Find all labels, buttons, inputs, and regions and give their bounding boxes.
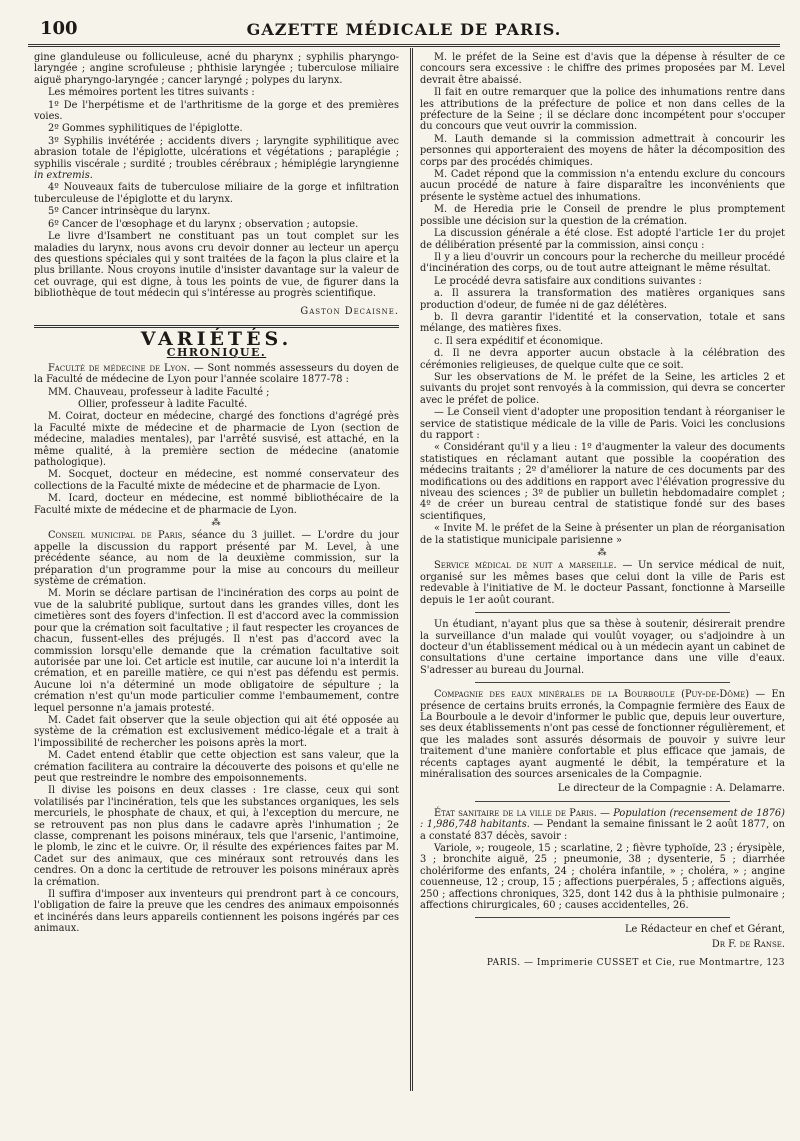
coirat-item: M. Coirat, docteur en médecine, chargé des fonctions d'agrégé près la Faculté mixte de médecine et de pharmacie de Lyon (section de médecine, maladies mentales), par l'arrêté susvisé, est attaché, en la même qualité, à la première section de médecine (anatomie pathologique). — [34, 411, 399, 468]
condition-b: b. Il devra garantir l'identité et la conservation, totale et sans mélange, des matières fixes. — [420, 311, 785, 335]
journal-title: GAZETTE MÉDICALE DE PARIS. — [246, 20, 562, 39]
conditions-lead: Le procédé devra satisfaire aux conditions suivantes : — [434, 275, 702, 287]
memoire-item-6: 6º Cancer de l'œsophage et du larynx ; observation ; autopsie. — [48, 218, 359, 230]
assesseur-1: MM. Chauveau, professeur à ladite Faculté ; — [48, 386, 270, 398]
divider — [475, 612, 731, 613]
cadet-item-1: M. Cadet fait observer que la seule objection qui ait été opposée au système de la crémation est exclusivement médico-légale et a trait à l'impossibilité de rechercher les poisons après la mort. — [34, 714, 399, 749]
discussion-close-item: La discussion générale a été close. Est adopté l'article 1er du projet de délibération présenté par la commission, ainsi conçu : — [420, 228, 785, 251]
in-extremis: in extremis. — [34, 170, 93, 182]
bourboule-directeur: Le directeur de la Compagnie : A. Delamarre. — [557, 783, 785, 795]
review-conclusion: Le livre d'Isambert ne constituant pas un tout complet sur les maladies du larynx, nous avons cru devoir donner au lecteur un aperçu des questions spéciales qui y sont traitées de la façon la plus claire et la plus brillante. Nous croyons inutile d'insister davantage sur la valeur de cet ouvrage, qui est digne, à tous les points de vue, de figurer dans la bibliothèque de tout médecin qui s'intéresse au progrès scientifique. — [34, 231, 399, 300]
invite-item: « Invite M. le préfet de la Seine à présenter un plan de réorganisation de la statistique municipale parisienne » — [420, 523, 785, 546]
considerant-item: « Considérant qu'il y a lieu : 1º d'augmenter la valeur des documents statistiques en réclamant autant que possible la coopération des médecins traitants ; 2º d'améliorer la nature de ces documents par des modifications ou des additions en rapport avec l'élévation progressive du niveau des sciences ; 3º de publier un bulletin hebdomadaire complet ; 4º de créer un bureau central de statistique fondé sur des bases scientifiques, — [420, 442, 785, 522]
articles-renvoyes-item: Sur les observations de M. le préfet de la Seine, les articles 2 et suivants du projet sont renvoyés à la commission, qui devra se concerter avec le préfet de police. — [420, 371, 785, 406]
socquet-item: M. Socquet, docteur en médecine, est nommé conservateur des collections de la Faculté mixte de médecine et de pharmacie de Lyon. — [34, 469, 399, 492]
page-number: 100 — [40, 18, 78, 39]
cadet-reply-item: M. Cadet répond que la commission n'a entendu exclure du concours aucun procédé de nature à faire disparaître les inconvénients que présente le système actuel des inhumations. — [420, 169, 785, 203]
statistique-item: — Le Conseil vient d'adopter une proposition tendant à réorganiser le service de statistique médicale de la ville de Paris. Voici les conclusions du rapport : — [420, 407, 785, 441]
divider — [475, 801, 731, 802]
prefet-police-item: Il fait en outre remarquer que la police des inhumations rentre dans les attributions de la préfecture de police et non dans celles de la préfecture de la Seine ; il se déclare donc incompétent pour s'occuper du concours que veut ouvrir la commission. — [420, 87, 785, 133]
redacteur-title: Le Rédacteur en chef et Gérant, — [625, 924, 785, 936]
prefet-item: M. le préfet de la Seine est d'avis que la dépense à résulter de ce concours sera excessive : le chiffre des primes proposées par M. Level devrait être abaissé. — [420, 52, 785, 86]
left-column — [34, 52, 399, 936]
imprint-line: PARIS. — Imprimerie CUSSET et Cie, rue Montmartre, 123 — [486, 958, 785, 969]
divider — [475, 682, 731, 683]
memoire-item-3: 3º Syphilis invétérée ; accidents divers ; laryngite syphilitique avec abrasion totale de l'épiglotte, ulcérations et végétations ; paraplégie ; syphilis viscérale ; surdité ; troubles cérébraux ; hémiplégie laryngienne in extremis. — [34, 135, 399, 182]
causes-deces: Variole, »; rougeole, 15 ; scarlatine, 2 ; fièvre typhoïde, 23 ; érysipèle, 3 ; bronchite aiguë, 25 ; pneumonie, 38 ; dysenterie, 5 ; diarrhée cholériforme des enfants, 24 ; choléra infantile, » ; choléra, » ; angine couenneuse, 12 ; croup, 15 ; affections puerpérales, 5 ; affections aiguës, 250 ; affections chroniques, 325, dont 142 dus à la phthisie pulmonaire ; affections chirurgicales, 60 ; causes accidentelles, 26. — [420, 843, 785, 912]
memoire-item-5: 5º Cancer intrinsèque du larynx. — [48, 206, 211, 218]
memoire-item-4: 4º Nouveaux faits de tuberculose miliaire de la gorge et infiltration tuberculeuse de l'épiglotte et du larynx. — [34, 182, 399, 205]
marseille-item: Service médical de nuit a marseille. — Un service médical de nuit, organisé sur les mêmes bases que celui dont la ville de Paris est redevable à l'initiative de M. le docteur Passant, fonctionne à Marseille depuis le 1er août courant. — [420, 560, 785, 606]
etudiant-notice: Un étudiant, n'ayant plus que sa thèse à soutenir, désirerait prendre la surveillance d'un malade qui voulût voyager, ou s'adjoindre à un docteur d'un établissement médical ou à un médecin ayant un cabinet de consultations d'une certaine importance dans une ville d'eaux. S'adresser au bureau du Journal. — [420, 619, 785, 676]
header-rule — [28, 44, 780, 47]
review-signature: Gaston Decaisne. — [300, 305, 399, 317]
article-1-item: Il y a lieu d'ouvrir un concours pour la recherche du meilleur procédé d'incinération des corps, ou de tout autre atteignant le même résultat. — [420, 251, 785, 275]
condition-d: d. Il ne devra apporter aucun obstacle à la célébration des cérémonies religieuses, de quelque culte que ce soit. — [420, 348, 785, 371]
condition-a: a. Il assurera la transformation des matières organiques sans production d'odeur, de fumée ni de gaz délétères. — [420, 288, 785, 311]
redacteur-name: Dr F. de Ranse. — [711, 938, 785, 950]
memoire-item-2: 2º Gommes syphilitiques de l'épiglotte. — [48, 123, 243, 135]
lauth-item: M. Lauth demande si la commission admettrait à concourir les personnes qui apporteraient des moyens de hâter la décomposition des corps par des procédés chimiques. — [420, 133, 785, 168]
review-intro: gine glanduleuse ou folliculeuse, acné du pharynx ; syphilis pharyngo-laryngée ; angine scrofuleuse ; phthisie laryngée ; tuberculose miliaire aiguë pharyngo-laryngée ; cancer laryngé ; polypes du larynx. — [34, 52, 399, 86]
conseil-municipal-item: Conseil municipal de Paris, séance du 3 juillet. — L'ordre du jour appelle la discussion du rapport présenté par M. Level, à une précédente séance, au nom de la deuxième commission, sur la préparation d'un programme pour la mise au concours du meilleur système de crémation. — [34, 530, 399, 588]
varietes-heading: VARIÉTÉS. — [140, 327, 293, 350]
memoire-item-1: 1º De l'herpétisme et de l'arthritisme de la gorge et des premières voies. — [34, 99, 399, 123]
page-header — [28, 18, 780, 44]
memoires-lead: Les mémoires portent les titres suivants : — [48, 87, 255, 99]
icard-item: M. Icard, docteur en médecine, est nommé bibliothécaire de la Faculté mixte de médecine et de pharmacie de Lyon. — [34, 493, 399, 516]
condition-c: c. Il sera expéditif et économique. — [434, 335, 604, 347]
asterism: ⁂ — [597, 548, 608, 559]
right-column — [420, 52, 785, 970]
chronique-heading: CHRONIQUE. — [166, 346, 267, 360]
column-divider — [410, 48, 413, 1091]
divider — [475, 917, 731, 918]
morin-item: M. Morin se déclare partisan de l'incinération des corps au point de vue de la salubrité publique, surtout dans les grandes villes, dont les cimetières sont des foyers d'infection. Il est d'accord avec la commission pour que la crémation soit facultative ; il faut respecter les croyances de chacun, fussent-elles des préjugés. Il n'est pas d'accord avec la commission lorsqu'elle demande que la crémation facultative soit autorisée par une loi. Cet article est inutile, car aucune loi n'a interdit la crémation, et en pareille matière, ce qui n'est pas défendu est permis. Aucune loi n'a déterminé un mode obligatoire de sépulture ; la crémation n'est qu'un mode particulier comme l'embaumement, contre lequel personne n'a jamais protesté. — [34, 588, 399, 714]
asterism: ⁂ — [211, 518, 222, 529]
cadet-item-2: M. Cadet entend établir que cette objection est sans valeur, que la crémation facilitera au contraire la découverte des poisons et qu'elle ne peut que restreindre le nombre des empoisonnements. — [34, 750, 399, 784]
assesseur-2: Ollier, professeur à ladite Faculté. — [78, 398, 248, 410]
inventeurs-item: Il suffira d'imposer aux inventeurs qui prendront part à ce concours, l'obligation de faire la preuve que les cendres des animaux empoisonnés et incinérés dans leurs appareils contiennent les poisons ingérés par ces animaux. — [34, 889, 399, 935]
bourboule-item: Compagnie des eaux minérales de la Bourboule (Puy-de-Dôme) — En présence de certains bruits erronés, la Compagnie fermière des Eaux de La Bourboule a le devoir d'informer le public que, depuis leur ouverture, ses deux établissements n'ont pas cessé de fonctionner régulièrement, et que les malades sont assurés désormais de pouvoir y suivre leur traitement d'une manière confortable et plus efficace que jamais, de récents captages ayant augmenté le débit, la température et la minéralisation des sources arsenicales de la Compagnie. — [420, 689, 785, 780]
etat-sanitaire-item: État sanitaire de la ville de Paris. — Population (recensement de 1876) : 1,986,748 habitants. — Pendant la semaine finissant le 2 août 1877, on a constaté 837 décès, savoir : — [420, 807, 785, 842]
faculte-lyon-item: Faculté de médecine de Lyon. — Sont nommés assesseurs du doyen de la Faculté de médecine de Lyon pour l'année scolaire 1877-78 : — [34, 362, 399, 386]
poisons-item: Il divise les poisons en deux classes : 1re classe, ceux qui sont volatilisés par l'incinération, tels que les substances organiques, les sels mercuriels, le phosphate de chaux, et qui, à l'exception du mercure, ne se retrouvent pas non plus dans le cadavre après l'inhumation ; 2e classe, comprenant les poisons minéraux, tels que l'arsenic, l'antimoine, le plomb, le zinc et le cuivre. Or, il résulte des expériences faites par M. Cadet sur des animaux, que ces minéraux sont retrouvés dans les cendres. On a donc la certitude de retrouver les poisons minéraux après la crémation. — [34, 785, 399, 888]
heredia-item: M. de Heredia prie le Conseil de prendre le plus promptement possible une décision sur la question de la crémation. — [420, 204, 785, 227]
